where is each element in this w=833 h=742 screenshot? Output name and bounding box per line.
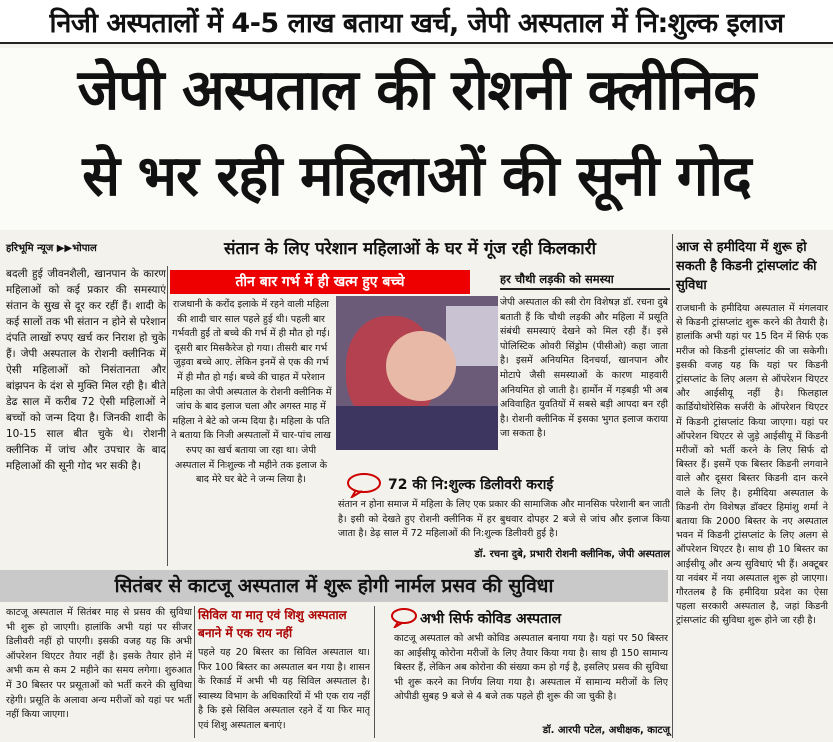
- right-column-divider: [672, 234, 673, 738]
- civil-hospital-column: पहले यह 20 बिस्तर का सिविल अस्पताल था। फिर 100 बिस्तर का अस्पताल बन गया है। शासन के रिकार्ड में अभी भी यह सिविल अस्पताल है। स्वास्थ्य विभाग के अधिकारियों में भी एक राय नहीं है कि इसे सिविल अस्पताल रहने दें या फिर मातृ एवं शिशु अस्पताल बनाएं।: [198, 647, 370, 731]
- mother-baby-photo: [336, 296, 498, 450]
- katju-column: काटजू अस्पताल में सितंबर माह से प्रसव की सुविधा भी शुरू हो जाएगी। हालांकि अभी यहां पर सीजर डिलीवरी नहीं हो पाएगी। इसकी वजह यह कि अभी ऑपरेशन थिएटर तैयार नहीं है। इसके तैयार होने में अभी कम से कम 2 महीने का समय लगेगा। शुरुआत में 30 बिस्तर पर प्रसूताओं को भर्ती करने की सुविधा रहेगी। प्रसूति के अलावा अन्य मरीजों को यहां पर भर्ती नहीं किया जाएगा।: [6, 607, 192, 721]
- column-divider-2: [194, 606, 195, 738]
- column-divider: [167, 266, 168, 566]
- civil-hospital-title: सिविल या मातृ एवं शिशु अस्पताल बनाने में एक राय नहीं: [198, 608, 347, 640]
- subheadline: संतान के लिए परेशान महिलाओं के घर में गूंज रही किलकारी: [223, 239, 597, 259]
- superintendent-signature: डॉ. आरपी पटेल, अधीक्षक, काटजू: [542, 725, 670, 736]
- story-redbar-title: तीन बार गर्भ में ही खत्म हुए बच्चे: [170, 270, 470, 294]
- intro-column: बदली हुई जीवनशैली, खानपान के कारण महिलाओं को कई प्रकार की समस्याएं संतान के सुख से दूर कर रहीं हैं। शादी के कई सालों तक भी संतान न होने से परेशान दंपति लाखों रुपए खर्च कर निराश हो चुके हैं। जेपी अस्पताल के रोशनी क्लीनिक में ऐसी महिलाओं को निसंतानता और बांझपन के दंश से मुक्ति मिल रही है। बीते डेढ साल में करीब 72 ऐसी महिलाओं ने बच्चों को जन्म दिया है। जिनकी शादी के 10-15 साल बीत चुके थे। रोशनी क्लीनिक में जांच और उपचार के बाद महिलाओं की सूनी गोद भर सकी है।: [6, 268, 166, 472]
- kidney-column: राजधानी के हमीदिया अस्पताल में मंगलवार से किडनी ट्रांसप्लांट शुरू करने की तैयारी है। हालांकि अभी यहां पर 15 दिन में सिर्फ एक मरीज को किडनी ट्रांसप्लांट की जा सकेगी। इसकी वजह यह कि यहां पर किडनी ट्रांसप्लांट के लिए अलग से ऑपरेशन थिएटर और आईसीयू नहीं है। फिलहाल कार्डियोथोरेसिक सर्जरी के ऑपरेशन थिएटर में किडनी ट्रांसप्लांट किया जाएगा। यहां पर ऑपरेशन थिएटर से जुड़े आईसीयू में किडनी मरीजों को भर्ती करने के लिए सिर्फ दो बिस्तर हैं। इसमें एक बिस्तर किडनी लगवाने वाले और दूसरा बिस्तर किडनी दान करने वाले के लिए है। हमीदिया अस्पताल के किडनी रोग विशेषज्ञ डॉक्टर हिमांशु शर्मा ने बताया कि 2000 बिस्तर के नए अस्पताल भवन में किडनी ट्रांसप्लांट के लिए अलग से ऑपरेशन थिएटर है। साथ ही 10 बिस्तर का आईसीयू और अन्य सुविधाएं भी हैं। अक्टूबर या नवंबर में नया अस्पताल शुरू हो जाएगा। गौरतलब है कि हमीदिया प्रदेश का ऐसा पहला सरकारी अस्पताल है, जहां किडनी ट्रांसप्लांट की सुविधा शुरू होने जा रही है।: [676, 303, 828, 627]
- byline: हरिभूमि न्यूज ▶▶भोपाल: [6, 243, 97, 254]
- free-delivery-body: संतान न होना समाज में महिला के लिए एक प्रकार की सामाजिक और मानसिक परेशानी बन जाती है। इसी को देखते हुए रोशनी क्लीनिक में हर बुधवार दोपहर 2 बजे से जांच और इलाज किया जाता है। डेढ़ साल में 72 महिलाओं की नि:शुल्क डिलीवरी हुई है।: [338, 499, 670, 540]
- kicker-headline: निजी अस्पतालों में 4-5 लाख बताया खर्च, जेपी अस्पताल में नि:शुल्क इलाज: [0, 0, 833, 44]
- main-headline: [0, 48, 833, 230]
- katju-headline: सितंबर से काटजू अस्पताल में शुरू होगी नार्मल प्रसव की सुविधा: [0, 570, 668, 602]
- speech-bubble-icon-2: [390, 608, 418, 628]
- doctor-signature: डॉ. रचना दुबे, प्रभारी रोशनी क्लीनिक, जेपी अस्पताल: [474, 549, 670, 560]
- kidney-headline: आज से हमीदिया में शुरू हो सकती है किडनी ट्रांसप्लांट की सुविधा: [676, 240, 817, 293]
- section-title-problem: हर चौथी लड़की को समस्या: [500, 272, 670, 290]
- headline-line-2: से भर रही महिलाओं की सूनी गोद: [82, 144, 751, 209]
- problem-column: जेपी अस्पताल की स्त्री रोग विशेषज्ञ डॉ. रचना दुबे बताती हैं कि चौथी लड़की और महिला में प्रसूति संबंधी समस्याएं देखने को मिल रही हैं। इसे पोलिस्टिक ओवरी सिंड्रोम (पीसीओ) कहा जाता है। इसमें अनियमित दिनचर्या, खानपान और मोटापे जैसी समस्याओं के कारण माहवारी अनियमित हो जाती है। हार्मोन में गड़बड़ी भी अब अविवाहित युवतियों में सबसे बड़ी आपदा बन रही है। रोशनी क्लीनिक में इसका भुगत इलाज कराया जा सकता है।: [500, 297, 668, 440]
- speech-bubble-icon: [346, 472, 382, 498]
- headline-line-1: जेपी अस्पताल की रोशनी क्लीनिक: [77, 58, 756, 123]
- column-divider-3: [374, 606, 375, 738]
- covid-hospital-column: काटजू अस्पताल को अभी कोविड अस्पताल बनाया गया है। यहां पर 50 बिस्तर का आईसीयू कोरोना मरीजों के लिए तैयार किया गया है। साथ ही 150 सामान्य बिस्तर हैं, लेकिन अब कोरोना की संख्या कम हो गई है, इसलिए प्रसव की सुविधा भी शुरू करने का निर्णय लिया गया है। अस्पताल में सामान्य मरीजों के लिए ओपीडी सुबह 9 बजे से 4 बजे तक पहले ही शुरू की जा चुकी है।: [394, 633, 668, 703]
- free-delivery-title: 72 की नि:शुल्क डिलीवरी कराई: [388, 477, 554, 493]
- covid-hospital-title: अभी सिर्फ कोविड अस्पताल: [420, 611, 562, 627]
- story-column: राजधानी के करोंद इलाके में रहने वाली महिला की शादी चार साल पहले हुई थी। पहली बार गर्भवती हुई तो बच्चे की गर्भ में ही मौत हो गई। दूसरी बार मिसकैरेज हो गया। तीसरी बार गर्भ जुड़वा बच्चे आए. लेकिन इनमें से एक की गर्भ में ही मौत हो गई। बच्चे की चाहत में परेशान महिला का जेपी अस्पताल के रोशनी क्लीनिक में जांच के बाद इलाज चला और अगस्त माह में महिला ने बेटे को जन्म दिया है। महिला के पति ने बताया कि निजी अस्पतालों में चार-पांच लाख रुपए का खर्च बताया जा रहा था। जेपी अस्पताल में निःशुल्क नौ महीने तक इलाज के बाद मेरे घर बेटे ने जन्म लिया है।: [170, 299, 332, 486]
